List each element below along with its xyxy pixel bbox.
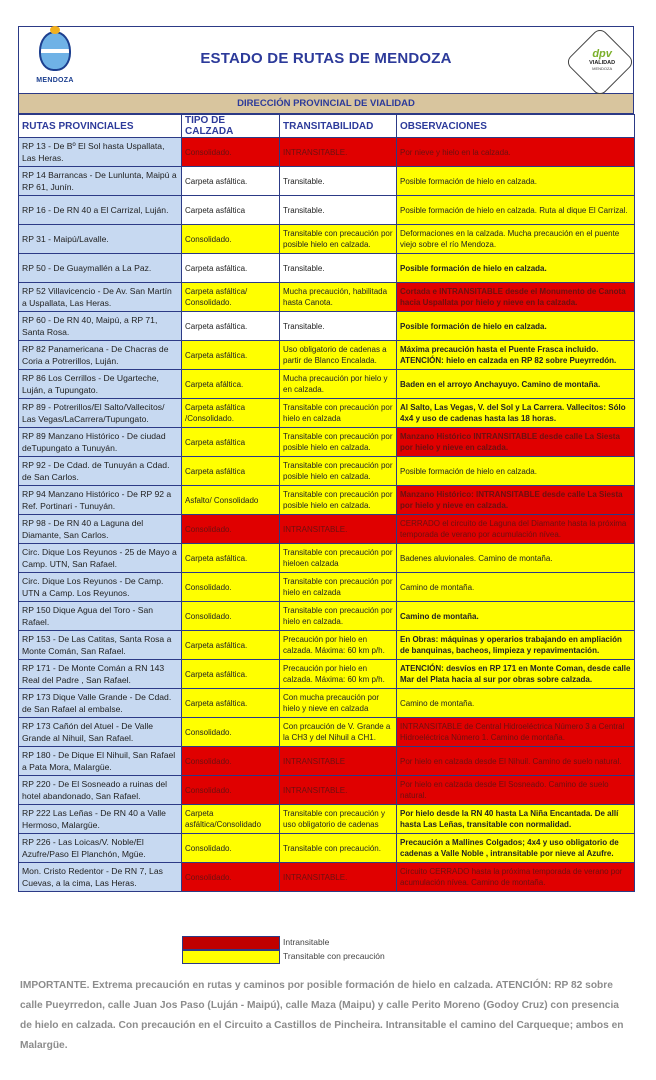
table-row (19, 689, 635, 718)
route-cell: RP 94 Manzano Histórico - De RP 92 a Ref. Portinari - Tunuyán. (19, 486, 182, 515)
column-header-observations: OBSERVACIONES (397, 115, 635, 138)
transitability-cell: Uso obligatorio de cadenas a partir de Blanco Encalada. (280, 341, 397, 370)
table-row (19, 196, 635, 225)
table-row (19, 399, 635, 428)
transitability-cell: Transitable. (280, 196, 397, 225)
surface-cell: Carpeta asfáltica /Consolidado. (182, 399, 280, 428)
transitability-cell: Transitable con precaución. (280, 834, 397, 863)
surface-cell: Carpeta asfáltica. (182, 312, 280, 341)
observations-cell: Deformaciones en la calzada. Mucha precaución en el puente viejo sobre el río Mendoza. (397, 225, 635, 254)
surface-cell: Consolidado. (182, 834, 280, 863)
surface-cell: Carpeta asfáltica. (182, 544, 280, 573)
table-row (19, 341, 635, 370)
surface-cell: Consolidado. (182, 863, 280, 892)
surface-cell: Carpeta afáltica. (182, 370, 280, 399)
transitability-cell: Precaución por hielo en calzada. Máxima: 60 km p/h. (280, 660, 397, 689)
transitability-cell: Con prcaución de V. Grande a la CH3 y del Nihuil a CH1. (280, 718, 397, 747)
transitability-cell: Precaución por hielo en calzada. Máxima: 60 km p/h. (280, 631, 397, 660)
mendoza-logo-caption: MENDOZA (36, 77, 74, 84)
surface-cell: Consolidado. (182, 747, 280, 776)
legend-swatch-yellow (182, 950, 280, 964)
table-row (19, 486, 635, 515)
observations-cell: Posible formación de hielo en calzada. (397, 254, 635, 283)
route-cell: Circ. Dique Los Reyunos - 25 de Mayo a Camp. UTN, San Rafael. (19, 544, 182, 573)
legend-label-precaucion: Transitable con precaución (283, 951, 385, 961)
observations-cell: Camino de montaña. (397, 573, 635, 602)
observations-cell: Camino de montaña. (397, 602, 635, 631)
surface-cell: Carpeta asfáltica (182, 457, 280, 486)
table-row (19, 225, 635, 254)
transitability-cell: Transitable con precaución por hieloen calzada (280, 544, 397, 573)
vialidad-logo-text: VIALIDAD (589, 59, 616, 66)
table-row (19, 428, 635, 457)
table-row (19, 167, 635, 196)
road-status-sheet (18, 26, 634, 892)
route-cell: RP 89 - Potrerillos/El Salto/Vallecitos/ Las Vegas/LaCarrera/Tupungato. (19, 399, 182, 428)
observations-cell: Manzano Histórico INTRANSITABLE desde calle La Siesta por hielo y nieve en calzada. (397, 428, 635, 457)
transitability-cell: Transitable con precaución por posible hielo en calzada. (280, 486, 397, 515)
route-cell: RP 98 - De RN 40 a Laguna del Diamante, San Carlos. (19, 515, 182, 544)
surface-cell: Asfalto/ Consolidado (182, 486, 280, 515)
transitability-cell: Mucha precaución por hielo y en calzada. (280, 370, 397, 399)
transitability-cell: Transitable con precaución por hielo en calzada (280, 573, 397, 602)
route-cell: Mon. Cristo Redentor - De RN 7, Las Cuevas, a la cima, Las Heras. (19, 863, 182, 892)
route-cell: RP 150 Dique Agua del Toro - San Rafael. (19, 602, 182, 631)
route-cell: RP 173 Dique Valle Grande - De Cdad. de San Rafael al embalse. (19, 689, 182, 718)
observations-cell: Máxima precaución hasta el Puente Frasca incluido. ATENCIÓN: hielo en calzada en RP 82 sobre Pueyrredón. (397, 341, 635, 370)
transitability-cell: Transitable con precaución por hielo en calzada. (280, 602, 397, 631)
column-header-transitability: TRANSITABILIDAD (280, 115, 397, 138)
observations-cell: CERRADO el circuito de Laguna del Diamante hasta la próxima temporada de verano por acumulación nívea. (397, 515, 635, 544)
observations-cell: Circuito CERRADO hasta la próxima temporada de verano por acumulación nívea. Camino de montaña. (397, 863, 635, 892)
table-row (19, 312, 635, 341)
route-cell: RP 86 Los Cerrillos - De Ugarteche, Luján, a Tupungato. (19, 370, 182, 399)
transitability-cell: Transitable. (280, 312, 397, 341)
route-cell: RP 180 - De Dique El Nihuil, San Rafael a Pata Mora, Malargüe. (19, 747, 182, 776)
column-header-routes: RUTAS PROVINCIALES (19, 115, 182, 138)
transitability-cell: Con mucha precaución por hielo y nieve en calzada (280, 689, 397, 718)
table-row (19, 457, 635, 486)
transitability-cell: INTRANSITABLE (280, 747, 397, 776)
observations-cell: Al Salto, Las Vegas, V. del Sol y La Carrera. Vallecitos: Sólo 4x4 y uso de cadenas hasta las 18 horas. (397, 399, 635, 428)
transitability-cell: INTRANSITABLE. (280, 863, 397, 892)
table-row (19, 602, 635, 631)
table-row (19, 573, 635, 602)
observations-cell: Baden en el arroyo Anchayuyo. Camino de montaña. (397, 370, 635, 399)
table-row (19, 660, 635, 689)
route-cell: RP 171 - De Monte Comán a RN 143 Real del Padre , San Rafael. (19, 660, 182, 689)
surface-cell: Consolidado. (182, 718, 280, 747)
observations-cell: En Obras: máquinas y operarios trabajando en ampliación de banquinas, bacheos, limpieza y repavimentación. (397, 631, 635, 660)
route-cell: RP 60 - De RN 40, Maipú, a RP 71, Santa Rosa. (19, 312, 182, 341)
observations-cell: ATENCIÓN: desvíos en RP 171 en Monte Coman, desde calle Mar del Plata hacia al sur por obras sobre calzada. (397, 660, 635, 689)
observations-cell: Por nieve y hielo en la calzada. (397, 138, 635, 167)
surface-cell: Consolidado. (182, 515, 280, 544)
observations-cell: Cortada e INTRANSITABLE desde el Monumento de Canota hacia Uspallata por hielo y nieve en la calzada. (397, 283, 635, 312)
route-cell: RP 52 Villavicencio - De Av. San Martín a Uspallata, Las Heras. (19, 283, 182, 312)
transitability-cell: Transitable con precaución y uso obligatorio de cadenas (280, 805, 397, 834)
column-header-surface: TIPO DE CALZADA (182, 115, 280, 138)
table-row (19, 138, 635, 167)
table-row (19, 747, 635, 776)
transitability-cell: Transitable con precaución por posible hielo en calzada. (280, 428, 397, 457)
route-cell: Circ. Dique Los Reyunos - De Camp. UTN a Camp. Los Reyunos. (19, 573, 182, 602)
legend-swatch-red (182, 936, 280, 950)
table-row (19, 718, 635, 747)
transitability-cell: Transitable. (280, 254, 397, 283)
observations-cell: Por hielo en calzada desde El Sosneado. Camino de suelo natural. (397, 776, 635, 805)
table-row (19, 370, 635, 399)
observations-cell: Posible formación de hielo en calzada. (397, 312, 635, 341)
transitability-cell: INTRANSITABLE. (280, 138, 397, 167)
route-cell: RP 31 - Maipú/Lavalle. (19, 225, 182, 254)
surface-cell: Carpeta asfáltica (182, 428, 280, 457)
observations-cell: Badenes aluvionales. Camino de montaña. (397, 544, 635, 573)
page-title: ESTADO DE RUTAS DE MENDOZA (200, 50, 452, 67)
observations-cell: Manzano Histórico: INTRANSITABLE desde calle La Siesta por hielo y nieve en calzada. (397, 486, 635, 515)
route-cell: RP 50 - De Guaymallén a La Paz. (19, 254, 182, 283)
important-note: IMPORTANTE. Extrema precaución en rutas y caminos por posible formación de hielo en calzada. ATENCIÓN: RP 82 sobre calle Pueyrredon, calle Juan Jos Paso (Luján - Maipú), calle Maza (Maipu) y calle Perito Moreno (Godoy Cruz) con presencia de hielo en calzada. Con precaución en el Circuito a Castillos de Pincheira. Intransitable el camino del Carqueque; ambos en Malargüe. (20, 980, 624, 1051)
surface-cell: Carpeta asfáltica. (182, 341, 280, 370)
route-cell: RP 92 - De Cdad. de Tunuyán a Cdad. de San Carlos. (19, 457, 182, 486)
vialidad-logo (565, 27, 636, 98)
surface-cell: Carpeta asfáltica (182, 196, 280, 225)
agency-banner: DIRECCIÓN PROVINCIAL DE VIALIDAD (18, 93, 634, 114)
surface-cell: Carpeta asfáltica. (182, 167, 280, 196)
observations-cell: Por hielo desde la RN 40 hasta La Niña Encantada. De allí hasta Las Leñas, transitable con normalidad. (397, 805, 635, 834)
surface-cell: Consolidado. (182, 602, 280, 631)
table-header-row (19, 115, 635, 138)
observations-cell: Posible formación de hielo en calzada. (397, 457, 635, 486)
surface-cell: Consolidado. (182, 225, 280, 254)
route-cell: RP 89 Manzano Histórico - De ciudad deTupungato a Tunuyán. (19, 428, 182, 457)
table-row (19, 283, 635, 312)
route-cell: RP 222 Las Leñas - De RN 40 a Valle Hermoso, Malargüe. (19, 805, 182, 834)
table-row (19, 863, 635, 892)
transitability-cell: Transitable con precaución por posible hielo en calzada. (280, 225, 397, 254)
header (18, 26, 634, 93)
surface-cell: Carpeta asfáltica/ Consolidado. (182, 283, 280, 312)
table-row (19, 515, 635, 544)
table-row (19, 834, 635, 863)
transitability-cell: Transitable. (280, 167, 397, 196)
route-cell: RP 173 Cañón del Atuel - De Valle Grande al Nihuil, San Rafael. (19, 718, 182, 747)
transitability-cell: Transitable con precaución por hielo en calzada (280, 399, 397, 428)
route-cell: RP 153 - De Las Catitas, Santa Rosa a Monte Comán, San Rafael. (19, 631, 182, 660)
surface-cell: Carpeta asfáltica. (182, 631, 280, 660)
observations-cell: INTRANSITABLE de Central Hidroeléctrica Número 3 a Central Hidroeléctrica Número 1. Camino de montaña. (397, 718, 635, 747)
table-row (19, 254, 635, 283)
surface-cell: Carpeta asfáltica. (182, 254, 280, 283)
vialidad-logo-sub: MENDOZA (592, 65, 613, 71)
observations-cell: Por hielo en calzada desde El Nihuil. Camino de suelo natural. (397, 747, 635, 776)
route-cell: RP 13 - De Bº El Sol hasta Uspallata, Las Heras. (19, 138, 182, 167)
routes-table (18, 114, 635, 892)
route-cell: RP 16 - De RN 40 a El Carrizal, Luján. (19, 196, 182, 225)
surface-cell: Consolidado. (182, 776, 280, 805)
vialidad-mark-icon: dpv (592, 47, 612, 60)
surface-cell: Consolidado. (182, 573, 280, 602)
route-cell: RP 14 Barrancas - De Lunlunta, Maipú a RP 61, Junín. (19, 167, 182, 196)
transitability-cell: INTRANSITABLE. (280, 776, 397, 805)
surface-cell: Carpeta asfáltica/Consolidado (182, 805, 280, 834)
surface-cell: Consolidado. (182, 138, 280, 167)
table-row (19, 805, 635, 834)
legend-label-intransitable: Intransitable (283, 937, 330, 947)
table-row (19, 631, 635, 660)
surface-cell: Carpeta asfáltica. (182, 660, 280, 689)
transitability-cell: INTRANSITABLE. (280, 515, 397, 544)
observations-cell: Posible formación de hielo en calzada. Ruta al dique El Carrizal. (397, 196, 635, 225)
route-cell: RP 226 - Las Loicas/V. Noble/El Azufre/Paso El Planchón, Mgüe. (19, 834, 182, 863)
transitability-cell: Transitable con precaución por posible hielo en calzada. (280, 457, 397, 486)
route-cell: RP 220 - De El Sosneado a ruinas del hotel abandonado, San Rafael. (19, 776, 182, 805)
observations-cell: Precaución a Mallines Colgados; 4x4 y uso obligatorio de cadenas a Valle Noble , intransitable por nieve al Azufre. (397, 834, 635, 863)
table-row (19, 544, 635, 573)
table-row (19, 776, 635, 805)
surface-cell: Carpeta asfáltica. (182, 689, 280, 718)
route-cell: RP 82 Panamericana - De Chacras de Coria a Potrerillos, Luján. (19, 341, 182, 370)
transitability-cell: Mucha precaución, habilitada hasta Canota. (280, 283, 397, 312)
observations-cell: Camino de montaña. (397, 689, 635, 718)
observations-cell: Posible formación de hielo en calzada. (397, 167, 635, 196)
